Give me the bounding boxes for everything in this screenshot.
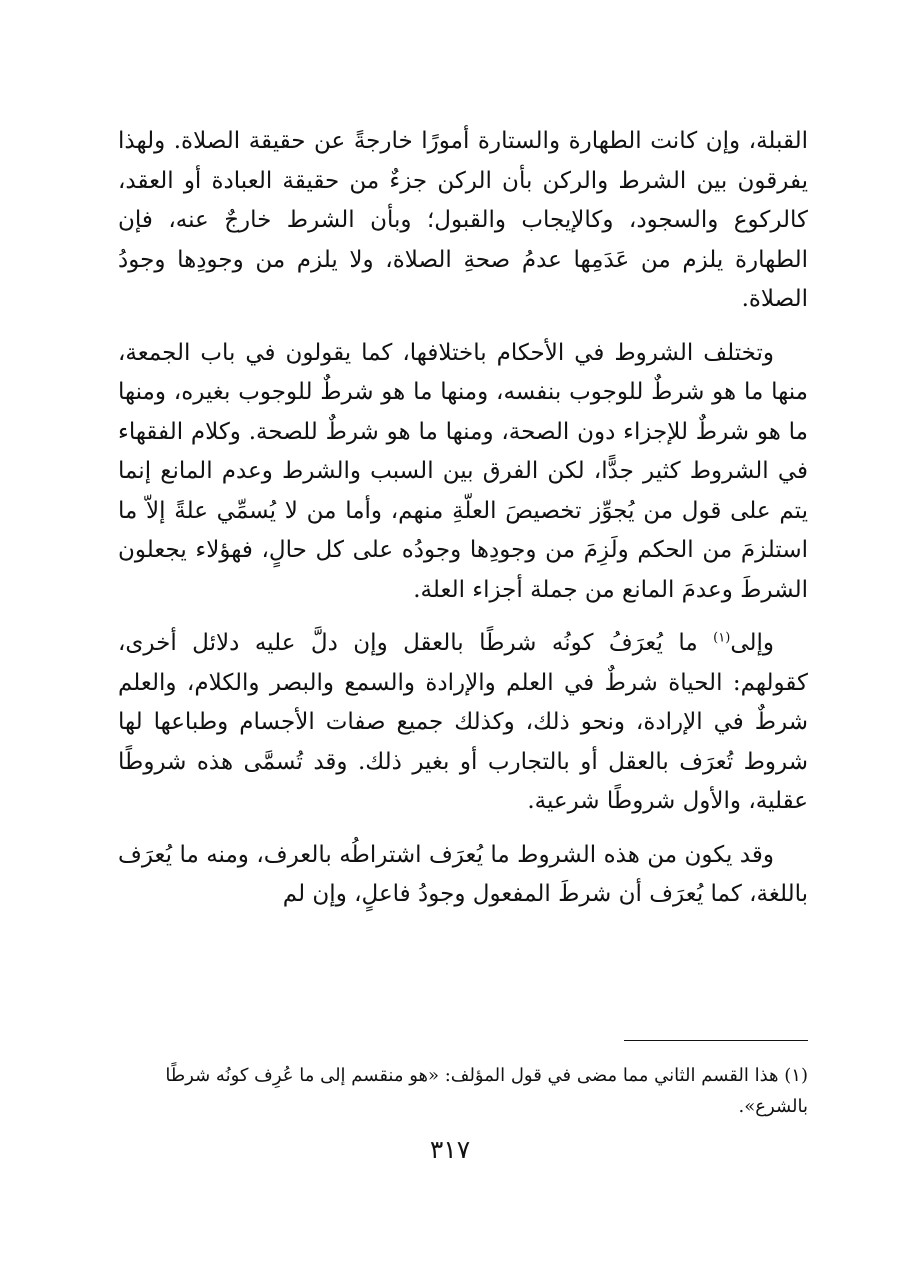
footnote-text: هذا القسم الثاني مما مضى في قول المؤلف: «هو منقسم إلى ما عُرِف كونُه شرطًا بالشرع». (165, 1065, 808, 1117)
footnote-marker: (١) (784, 1065, 808, 1086)
paragraph-2: وتختلف الشروط في الأحكام باختلافها، كما يقولون في باب الجمعة، منها ما هو شرطٌ للوجوب بنفسه، ومنها ما هو شرطٌ للوجوب بغيره، ومنها ما هو شرطٌ للإجزاء دون الصحة، ومنها ما هو شرطٌ للصحة. وكلام الفقهاء في الشروط كثير جدًّا، لكن الفرق بين السبب والشرط وعدم المانع إنما يتم على قول من يُجوِّز تخصيصَ العلّةِ منهم، وأما من لا يُسمِّي علةً إلاّ ما استلزمَ من الحكم ولَزِمَ من وجودِها وجودُه على كل حالٍ، فهؤلاء يجعلون الشرطَ وعدمَ المانع من جملة أجزاء العلة. (118, 339, 808, 603)
paragraph-3-rest: ما يُعرَفُ كونُه شرطًا بالعقل وإن دلَّ عليه دلائل أخرى، كقولهم: الحياة شرطٌ في العلم والإرادة والسمع والبصر والكلام، والعلم شرطٌ في الإرادة، ونحو ذلك، وكذلك جميع صفات الأجسام وطباعها لها شروط تُعرَف بالعقل أو بالتجارب أو بغير ذلك. وقد تُسمَّى هذه شروطًا عقلية، والأول شروطًا شرعية. (118, 630, 808, 814)
main-text-block (118, 122, 808, 929)
paragraph-3 (118, 624, 808, 822)
footnote (118, 1060, 808, 1122)
paragraph-3-start: وإلى (730, 630, 774, 656)
paragraph-1: القبلة، وإن كانت الطهارة والستارة أمورًا خارجةً عن حقيقة الصلاة. ولهذا يفرقون بين الشرط والركن بأن الركن جزءٌ من حقيقة العبادة أو العقد، كالركوع والسجود، وكالإيجاب والقبول؛ وبأن الشرط خارجٌ عنه، فإن الطهارة يلزم من عَدَمِها عدمُ صحةِ الصلاة، ولا يلزم من وجودِها وجودُ الصلاة. (118, 128, 808, 312)
page-number: ٣١٧ (429, 1135, 471, 1164)
footnote-reference[interactable]: (١) (713, 630, 731, 646)
footnote-divider (624, 1040, 808, 1041)
paragraph-4: وقد يكون من هذه الشروط ما يُعرَف اشتراطُه بالعرف، ومنه ما يُعرَف باللغة، كما يُعرَف أن شرطَ المفعول وجودُ فاعلٍ، وإن لم (118, 841, 808, 907)
